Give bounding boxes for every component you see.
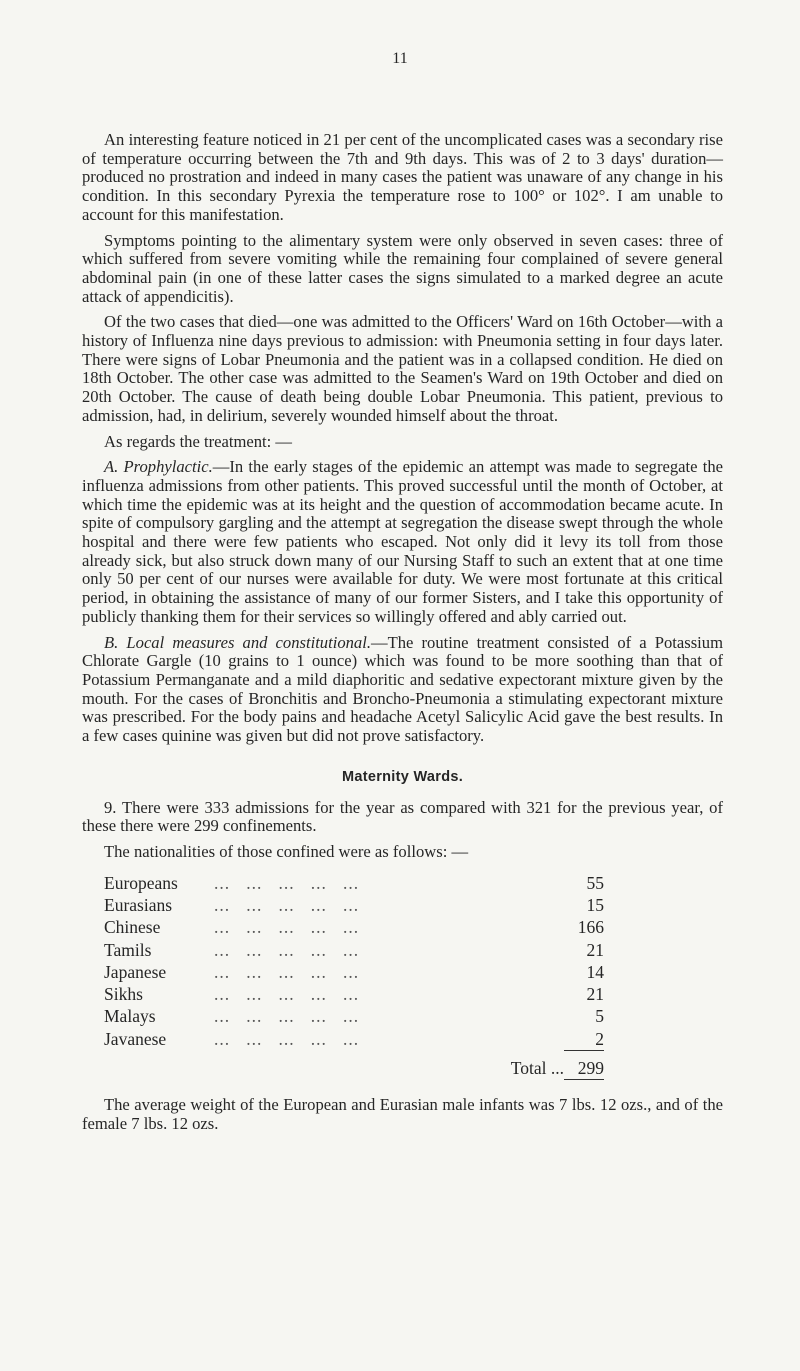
nationality-count: 21	[586, 984, 604, 1005]
paragraph-treatment-prophylactic	[82, 458, 723, 626]
nationality-row	[104, 939, 604, 961]
paragraph-admissions: 9. There were 333 admissions for the year as compared with 321 for the previous year, of these there were 299 confinements.	[82, 797, 723, 836]
nationality-row	[104, 872, 604, 894]
total-row	[104, 1057, 604, 1080]
paragraph-deaths: Of the two cases that died—one was admitted to the Officers' Ward on 16th October—with a history of Influenza nine days previous to admission: with Pneumonia setting in four days later. There were signs of Lobar Pneumonia and the patient was in a collapsed condition. He died on 18th October. The other case was admitted to the Seamen's Ward on 19th October and died on 20th October. The cause of death being double Lobar Pneumonia. This patient, previous to admission, had, in delirium, severely wounded himself about the throat.	[82, 312, 723, 425]
nationalities-table	[104, 872, 604, 1087]
leader-dots: ... ... ... ... ...	[214, 939, 360, 960]
nationality-name: Europeans	[104, 872, 178, 893]
paragraph-alimentary-symptoms: Symptoms pointing to the alimentary system were only observed in seven cases: three of which suffered from severe vomiting while the remaining four complained of severe general abdominal pain (in one of these latter cases the signs simulated to a marked degree an acute attack of appendicitis).	[82, 230, 723, 306]
leader-dots: ... ... ... ... ...	[214, 894, 360, 915]
nationality-name: Chinese	[104, 917, 161, 938]
nationality-count: 21	[586, 939, 604, 960]
nationality-row	[104, 961, 604, 983]
leader-dots: ... ... ... ... ...	[214, 917, 360, 938]
paragraph-treatment-intro: As regards the treatment: —	[104, 431, 293, 451]
page-number: 11	[392, 50, 408, 67]
total-value: 299	[577, 1057, 604, 1078]
prophylactic-text: —In the early stages of the epidemic an attempt was made to segregate the influenza admissions from other patients. This proved successful until the month of October, at which time the epidemic was at its height and the question of accommodation became acute. In spite of compulsory gargling and the attempt at segregation the disease swept through the whole hospital and there were few patients who escaped. Not only did it levy its toll from those already sick, but also struck down many of our Nursing Staff to such an extent that at one time only 50 per cent of our nurses were available for duty. We were most fortunate at this critical period, in obtaining the assistance of many of our former Sisters, and I take this opportunity of publicly thanking them for their services so willingly offered and ably carried out.	[82, 457, 723, 626]
nationality-row	[104, 1028, 604, 1051]
paragraph-infant-weights: The average weight of the European and Eurasian male infants was 7 lbs. 12 ozs., and of the female 7 lbs. 12 ozs.	[82, 1095, 723, 1133]
nationality-count: 166	[577, 917, 604, 938]
nationality-row	[104, 916, 604, 938]
leader-dots: ... ... ... ... ...	[214, 872, 360, 893]
nationality-name: Sikhs	[104, 984, 143, 1005]
nationality-row	[104, 983, 604, 1005]
nationality-row	[104, 894, 604, 916]
nationality-name: Malays	[104, 1006, 156, 1027]
nationality-name: Javanese	[104, 1028, 167, 1049]
nationality-count: 2	[595, 1028, 604, 1049]
nationality-name: Japanese	[104, 961, 167, 982]
total-label: Total ...	[510, 1058, 564, 1079]
nationality-name: Tamils	[104, 939, 152, 960]
prophylactic-heading: A. Prophylactic.	[104, 457, 213, 477]
maternity-heading: Maternity Wards.	[341, 768, 464, 785]
nationality-row	[104, 1005, 604, 1027]
leader-dots: ... ... ... ... ...	[214, 984, 360, 1005]
nationality-count: 15	[586, 894, 604, 915]
leader-dots: ... ... ... ... ...	[214, 961, 360, 982]
nationality-count: 14	[586, 961, 604, 982]
paragraph-secondary-pyrexia: An interesting feature noticed in 21 per cent of the uncomplicated cases was a secondary rise of temperature occurring between the 7th and 9th days. This was of 2 to 3 days' duration—produced no prostration and indeed in many cases the patient was unaware of any change in his condition. In this secondary Pyrexia the temperature rose to 100° or 102°. I am unable to account for this manifestation.	[82, 130, 723, 224]
paragraph-treatment-local	[82, 634, 723, 746]
nationality-count: 55	[586, 872, 604, 893]
nationality-name: Eurasians	[104, 894, 173, 915]
local-measures-text: —The routine treatment consisted of a Potassium Chlorate Gargle (10 grains to 1 ounce) which was found to be more soothing than that of Potassium Permanganate and a mild diaphoritic and sedative expectorant mixture given by the mouth. For the cases of Bronchitis and Broncho-Pneumonia a stimulating expectorant mixture was prescribed. For the body pains and headache Acetyl Salicylic Acid gave the best results. In a few cases quinine was given but did not prove satisfactory.	[82, 632, 723, 746]
paragraph-nationalities-intro: The nationalities of those confined were as follows: —	[104, 841, 469, 861]
nationality-count: 5	[595, 1006, 604, 1027]
local-measures-heading: B. Local measures and constitutional.	[104, 632, 371, 652]
total-rule-bottom	[104, 1080, 604, 1087]
leader-dots: ... ... ... ... ...	[214, 1028, 360, 1049]
document-body	[82, 88, 723, 1141]
leader-dots: ... ... ... ... ...	[214, 1006, 360, 1027]
